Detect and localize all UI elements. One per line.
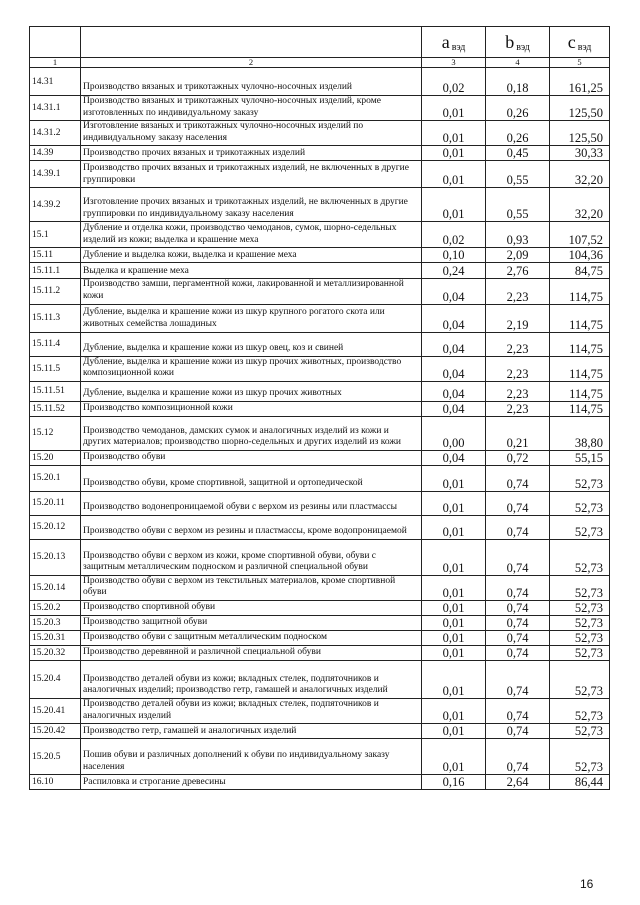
coef-a-cell: 0,04 bbox=[422, 332, 486, 356]
coef-c-cell: 52,73 bbox=[550, 645, 610, 660]
coef-b-cell: 0,72 bbox=[486, 450, 550, 465]
table-row bbox=[30, 263, 610, 279]
coef-b-cell: 0,74 bbox=[486, 465, 550, 491]
activity-name-cell: Производство деталей обуви из кожи; вкладных стелек, подпяточников и аналогичных изделий bbox=[81, 698, 422, 723]
activity-name-cell: Изготовление вязаных и трикотажных чулочно-носочных изделий по индивидуальному заказу населения bbox=[81, 121, 422, 146]
header-code-cell bbox=[30, 27, 81, 58]
okved-code-cell: 15.20.32 bbox=[30, 645, 81, 660]
activity-name-cell: Изготовление прочих вязаных и трикотажных изделий, не включенных в другие группировки по индивидуальному заказу населения bbox=[81, 188, 422, 222]
table-row bbox=[30, 600, 610, 615]
coef-b-cell: 0,74 bbox=[486, 600, 550, 615]
coef-a-cell: 0,01 bbox=[422, 465, 486, 491]
activity-name-cell: Дубление, выделка и крашение кожи из шкур крупного рогатого скота или животных семейства лошадиных bbox=[81, 304, 422, 332]
table-row bbox=[30, 645, 610, 660]
okved-code-cell: 15.12 bbox=[30, 416, 81, 450]
coef-b-cell: 2,23 bbox=[486, 381, 550, 401]
coef-c-cell: 52,73 bbox=[550, 615, 610, 630]
coef-c-cell: 114,75 bbox=[550, 356, 610, 381]
coef-c-cell: 52,73 bbox=[550, 575, 610, 600]
activity-name-cell: Производство обуви, кроме спортивной, защитной и ортопедической bbox=[81, 465, 422, 491]
activity-name-cell: Производство вязаных и трикотажных чулочно-носочных изделий, кроме изготовленных по индивидуальному заказу bbox=[81, 96, 422, 121]
coef-a-cell: 0,01 bbox=[422, 600, 486, 615]
coef-a-cell: 0,01 bbox=[422, 645, 486, 660]
coef-c-cell: 52,73 bbox=[550, 465, 610, 491]
coef-c-cell: 114,75 bbox=[550, 279, 610, 304]
coef-c-cell: 107,52 bbox=[550, 222, 610, 248]
coef-c-cell: 52,73 bbox=[550, 739, 610, 775]
coef-c-cell: 52,73 bbox=[550, 724, 610, 739]
coef-a-cell: 0,02 bbox=[422, 68, 486, 96]
okved-code-cell: 15.20.12 bbox=[30, 515, 81, 539]
coef-c-cell: 125,50 bbox=[550, 121, 610, 146]
coef-a-cell: 0,10 bbox=[422, 248, 486, 263]
okved-code-cell: 15.11.1 bbox=[30, 263, 81, 279]
okved-code-cell: 15.20.2 bbox=[30, 600, 81, 615]
coef-c-cell: 161,25 bbox=[550, 68, 610, 96]
coef-c-cell: 84,75 bbox=[550, 263, 610, 279]
okved-code-cell: 15.11.5 bbox=[30, 356, 81, 381]
coef-c-cell: 104,36 bbox=[550, 248, 610, 263]
coef-b-cell: 0,26 bbox=[486, 96, 550, 121]
coef-b-cell: 0,55 bbox=[486, 161, 550, 188]
coef-a-cell: 0,00 bbox=[422, 416, 486, 450]
coef-b-cell: 0,74 bbox=[486, 739, 550, 775]
coef-c-cell: 52,73 bbox=[550, 600, 610, 615]
activity-name-cell: Производство прочих вязаных и трикотажных изделий, не включенных в другие группировки bbox=[81, 161, 422, 188]
coef-c-cell: 52,73 bbox=[550, 698, 610, 723]
activity-name-cell: Выделка и крашение меха bbox=[81, 263, 422, 279]
coef-b-cell: 0,55 bbox=[486, 188, 550, 222]
okved-code-cell: 15.11 bbox=[30, 248, 81, 263]
coef-a-cell: 0,01 bbox=[422, 575, 486, 600]
okved-code-cell: 15.20.4 bbox=[30, 660, 81, 698]
table-row bbox=[30, 279, 610, 304]
coef-a-cell: 0,02 bbox=[422, 222, 486, 248]
coef-a-cell: 0,24 bbox=[422, 263, 486, 279]
coef-c-cell: 55,15 bbox=[550, 450, 610, 465]
coef-b-cell: 0,74 bbox=[486, 515, 550, 539]
index-cell: 2 bbox=[81, 58, 422, 68]
coef-c-cell: 30,33 bbox=[550, 146, 610, 161]
coef-a-cell: 0,04 bbox=[422, 279, 486, 304]
coef-c-cell: 114,75 bbox=[550, 381, 610, 401]
okved-code-cell: 15.11.52 bbox=[30, 401, 81, 416]
coef-a-cell: 0,01 bbox=[422, 615, 486, 630]
coef-a-cell: 0,01 bbox=[422, 539, 486, 575]
activity-name-cell: Производство обуви с защитным металлическим подноском bbox=[81, 630, 422, 645]
table-row bbox=[30, 491, 610, 515]
coef-a-cell: 0,01 bbox=[422, 491, 486, 515]
activity-name-cell: Дубление и отделка кожи, производство чемоданов, сумок, шорно-седельных изделий из кожи; выделка и крашение меха bbox=[81, 222, 422, 248]
coef-a-cell: 0,04 bbox=[422, 381, 486, 401]
coef-a-cell: 0,16 bbox=[422, 775, 486, 790]
activity-name-cell: Производство композиционной кожи bbox=[81, 401, 422, 416]
coef-a-cell: 0,01 bbox=[422, 188, 486, 222]
coefficient-table bbox=[29, 26, 610, 790]
coef-b-cell: 0,74 bbox=[486, 660, 550, 698]
table-row bbox=[30, 698, 610, 723]
coef-b-cell: 2,09 bbox=[486, 248, 550, 263]
okved-code-cell: 15.20.42 bbox=[30, 724, 81, 739]
okved-code-cell: 16.10 bbox=[30, 775, 81, 790]
coef-a-cell: 0,01 bbox=[422, 96, 486, 121]
coef-a-cell: 0,01 bbox=[422, 739, 486, 775]
okved-code-cell: 15.20.41 bbox=[30, 698, 81, 723]
coef-b-cell: 0,74 bbox=[486, 724, 550, 739]
coef-a-cell: 0,01 bbox=[422, 121, 486, 146]
coef-b-cell: 0,74 bbox=[486, 698, 550, 723]
okved-code-cell: 15.20.5 bbox=[30, 739, 81, 775]
activity-name-cell: Дубление, выделка и крашение кожи из шкур прочих животных bbox=[81, 381, 422, 401]
table-row bbox=[30, 401, 610, 416]
okved-code-cell: 15.11.51 bbox=[30, 381, 81, 401]
coef-c-cell: 52,73 bbox=[550, 630, 610, 645]
coef-b-cell: 0,21 bbox=[486, 416, 550, 450]
coef-c-cell: 114,75 bbox=[550, 304, 610, 332]
activity-name-cell: Дубление и выделка кожи, выделка и крашение меха bbox=[81, 248, 422, 263]
column-index-row bbox=[30, 58, 610, 68]
page-number: 16 bbox=[580, 877, 594, 891]
table-row bbox=[30, 332, 610, 356]
activity-name-cell: Производство обуви с верхом из текстильных материалов, кроме спортивной обуви bbox=[81, 575, 422, 600]
coef-c-cell: 52,73 bbox=[550, 515, 610, 539]
table-row bbox=[30, 515, 610, 539]
table-row bbox=[30, 381, 610, 401]
coef-a-cell: 0,04 bbox=[422, 450, 486, 465]
okved-code-cell: 15.20 bbox=[30, 450, 81, 465]
table-row bbox=[30, 222, 610, 248]
coef-a-cell: 0,04 bbox=[422, 304, 486, 332]
index-cell: 1 bbox=[30, 58, 81, 68]
table-row bbox=[30, 539, 610, 575]
activity-name-cell: Производство обуви с верхом из резины и пластмассы, кроме водопроницаемой bbox=[81, 515, 422, 539]
activity-name-cell: Распиловка и строгание древесины bbox=[81, 775, 422, 790]
table-row bbox=[30, 161, 610, 188]
okved-code-cell: 14.39.2 bbox=[30, 188, 81, 222]
table-row bbox=[30, 188, 610, 222]
okved-code-cell: 14.39.1 bbox=[30, 161, 81, 188]
coef-c-cell: 114,75 bbox=[550, 401, 610, 416]
okved-code-cell: 15.11.4 bbox=[30, 332, 81, 356]
activity-name-cell: Дубление, выделка и крашение кожи из шкур овец, коз и свиней bbox=[81, 332, 422, 356]
coef-c-cell: 86,44 bbox=[550, 775, 610, 790]
okved-code-cell: 15.20.31 bbox=[30, 630, 81, 645]
table-row bbox=[30, 96, 610, 121]
coef-b-cell: 0,18 bbox=[486, 68, 550, 96]
header-name-cell bbox=[81, 27, 422, 58]
table-row bbox=[30, 68, 610, 96]
coef-c-cell: 52,73 bbox=[550, 660, 610, 698]
activity-name-cell: Производство чемоданов, дамских сумок и аналогичных изделий из кожи и других материалов; производство шорно-седельных и других изделий из кожи bbox=[81, 416, 422, 450]
table-row bbox=[30, 356, 610, 381]
okved-code-cell: 15.1 bbox=[30, 222, 81, 248]
okved-code-cell: 15.20.1 bbox=[30, 465, 81, 491]
okved-code-cell: 15.20.3 bbox=[30, 615, 81, 630]
header-row bbox=[30, 27, 610, 58]
index-cell: 3 bbox=[422, 58, 486, 68]
table-row bbox=[30, 660, 610, 698]
coef-b-cell: 2,23 bbox=[486, 401, 550, 416]
index-cell: 5 bbox=[550, 58, 610, 68]
table-row bbox=[30, 575, 610, 600]
okved-code-cell: 14.31.2 bbox=[30, 121, 81, 146]
coef-b-cell: 0,26 bbox=[486, 121, 550, 146]
activity-name-cell: Производство вязаных и трикотажных чулочно-носочных изделий bbox=[81, 68, 422, 96]
activity-name-cell: Производство деревянной и различной специальной обуви bbox=[81, 645, 422, 660]
activity-name-cell: Производство водонепроницаемой обуви с верхом из резины или пластмассы bbox=[81, 491, 422, 515]
coef-a-cell: 0,01 bbox=[422, 146, 486, 161]
table-row bbox=[30, 450, 610, 465]
coef-a-cell: 0,01 bbox=[422, 660, 486, 698]
okved-code-cell: 15.11.3 bbox=[30, 304, 81, 332]
coef-c-cell: 38,80 bbox=[550, 416, 610, 450]
coef-a-cell: 0,01 bbox=[422, 515, 486, 539]
header-col-b: b $_{вэд}$ bbox=[486, 27, 550, 58]
coef-b-cell: 2,23 bbox=[486, 332, 550, 356]
okved-code-cell: 15.20.14 bbox=[30, 575, 81, 600]
coef-b-cell: 2,64 bbox=[486, 775, 550, 790]
table-row bbox=[30, 630, 610, 645]
activity-name-cell: Производство обуви с верхом из кожи, кроме спортивной обуви, обуви с защитным металлическим подноском и различной специальной обуви bbox=[81, 539, 422, 575]
coef-b-cell: 0,93 bbox=[486, 222, 550, 248]
activity-name-cell: Производство спортивной обуви bbox=[81, 600, 422, 615]
activity-name-cell: Дубление, выделка и крашение кожи из шкур прочих животных, производство композиционной кожи bbox=[81, 356, 422, 381]
coef-b-cell: 0,45 bbox=[486, 146, 550, 161]
table-row bbox=[30, 615, 610, 630]
coef-b-cell: 0,74 bbox=[486, 630, 550, 645]
okved-code-cell: 15.11.2 bbox=[30, 279, 81, 304]
coef-b-cell: 2,23 bbox=[486, 356, 550, 381]
coef-c-cell: 32,20 bbox=[550, 188, 610, 222]
header-col-a: a $_{вэд}$ bbox=[422, 27, 486, 58]
header-col-c: с $_{вэд}$ bbox=[550, 27, 610, 58]
coef-a-cell: 0,01 bbox=[422, 724, 486, 739]
okved-code-cell: 14.31 bbox=[30, 68, 81, 96]
activity-name-cell: Производство замши, пергаментной кожи, лакированной и металлизированной кожи bbox=[81, 279, 422, 304]
okved-code-cell: 15.20.11 bbox=[30, 491, 81, 515]
coef-c-cell: 52,73 bbox=[550, 539, 610, 575]
table-row bbox=[30, 775, 610, 790]
table-row bbox=[30, 146, 610, 161]
activity-name-cell: Производство защитной обуви bbox=[81, 615, 422, 630]
activity-name-cell: Пошив обуви и различных дополнений к обуви по индивидуальному заказу населения bbox=[81, 739, 422, 775]
coef-a-cell: 0,01 bbox=[422, 630, 486, 645]
table-row bbox=[30, 739, 610, 775]
coef-b-cell: 0,74 bbox=[486, 615, 550, 630]
coef-a-cell: 0,04 bbox=[422, 401, 486, 416]
table-row bbox=[30, 248, 610, 263]
coef-a-cell: 0,04 bbox=[422, 356, 486, 381]
coef-c-cell: 52,73 bbox=[550, 491, 610, 515]
coef-b-cell: 2,23 bbox=[486, 279, 550, 304]
table-row bbox=[30, 724, 610, 739]
coef-b-cell: 0,74 bbox=[486, 539, 550, 575]
okved-code-cell: 14.39 bbox=[30, 146, 81, 161]
index-cell: 4 bbox=[486, 58, 550, 68]
coef-b-cell: 0,74 bbox=[486, 645, 550, 660]
activity-name-cell: Производство обуви bbox=[81, 450, 422, 465]
coef-b-cell: 0,74 bbox=[486, 491, 550, 515]
activity-name-cell: Производство прочих вязаных и трикотажных изделий bbox=[81, 146, 422, 161]
document-sheet bbox=[29, 26, 610, 790]
coef-a-cell: 0,01 bbox=[422, 698, 486, 723]
coef-c-cell: 114,75 bbox=[550, 332, 610, 356]
coef-b-cell: 0,74 bbox=[486, 575, 550, 600]
activity-name-cell: Производство деталей обуви из кожи; вкладных стелек, подпяточников и аналогичных изделий; производство гетр, гамашей и аналогичных изделий bbox=[81, 660, 422, 698]
table-row bbox=[30, 465, 610, 491]
activity-name-cell: Производство гетр, гамашей и аналогичных изделий bbox=[81, 724, 422, 739]
okved-code-cell: 15.20.13 bbox=[30, 539, 81, 575]
coef-b-cell: 2,76 bbox=[486, 263, 550, 279]
table-row bbox=[30, 121, 610, 146]
coef-a-cell: 0,01 bbox=[422, 161, 486, 188]
table-row bbox=[30, 416, 610, 450]
table-row bbox=[30, 304, 610, 332]
coef-c-cell: 32,20 bbox=[550, 161, 610, 188]
coef-c-cell: 125,50 bbox=[550, 96, 610, 121]
coef-b-cell: 2,19 bbox=[486, 304, 550, 332]
okved-code-cell: 14.31.1 bbox=[30, 96, 81, 121]
